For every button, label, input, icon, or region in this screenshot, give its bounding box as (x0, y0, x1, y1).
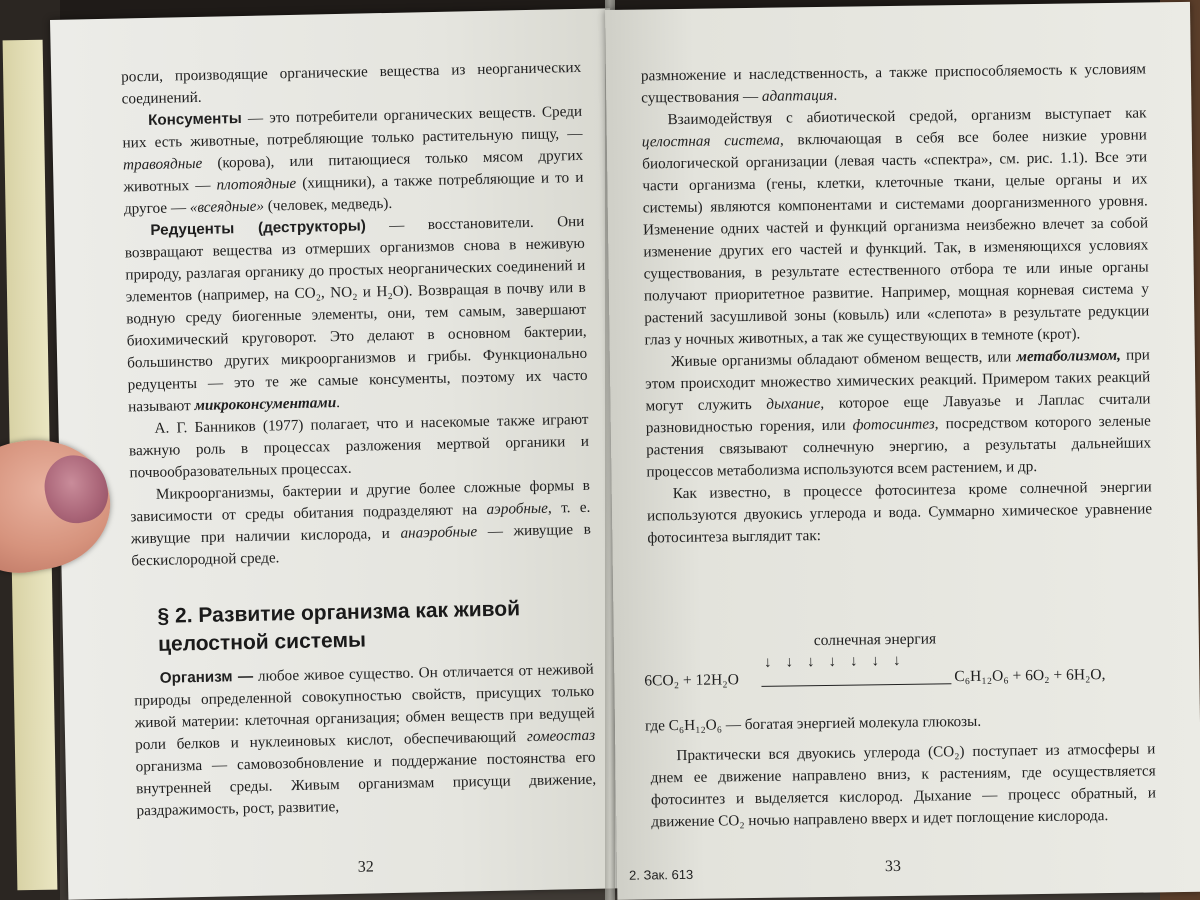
text-fragment: организма — самовозобновление и поддержание постоянства его внутренней среды. Живым организмам присущи движение, раздражимость, рост, развитие, (135, 748, 597, 820)
left-page (50, 8, 628, 900)
paragraph-producers-end: росли, производящие органические вещества из неорганических соединений. (121, 58, 582, 108)
right-page-text (641, 58, 1153, 549)
right-page-number: 33 (884, 857, 902, 876)
text-fragment: Взаимодействуя с абиотической средой, организм выступает как (667, 104, 1147, 129)
paragraph-photosynthesis-intro: Как известно, в процессе фотосинтеза кроме солнечной энергии используются двуокись углерода и вода. Суммарно химическое уравнение фотосинтеза выглядит так: (646, 478, 1153, 547)
text-fragment: , т. е. живущие при наличии кислорода, и (130, 498, 591, 548)
term-aerobic: аэробные (486, 499, 549, 518)
term-respiration: дыхание (766, 395, 821, 413)
text-fragment: любое живое существо. Он отличается от неживой природы определенной совокупностью свойств, присущих только живой материи: клеточная организация; обмен веществ при ведущей роли белков и нуклеиновых кислот, обеспечивающий (134, 660, 595, 754)
text-fragment: (человек, медведь). (263, 194, 393, 215)
text-fragment: , посредством которого зеленые растения связывают солнечную энергию, а результаты дальнейших процессов метаболизма используются всем растением, и др. (646, 412, 1152, 481)
term-photosynthesis: фотосинтез (852, 415, 935, 434)
term-metabolism: метаболизмом, (1016, 346, 1121, 366)
paragraph-consumers (122, 101, 584, 221)
text-fragment: (хищники), а также потребляющие и то и другое — (123, 168, 584, 218)
term-microconsumers: микроконсументами (194, 394, 337, 415)
section-title: § 2. Развитие организма как живой целостной системы (157, 597, 521, 656)
equation-arrow-line (761, 683, 951, 687)
right-page (605, 2, 1200, 900)
term-consumers: Консументы (147, 110, 242, 129)
paragraph-microorganisms (130, 475, 592, 573)
text-fragment: (корова), или питающиеся только мясом других животных — (123, 146, 584, 196)
term-adaptation: адаптация (761, 86, 834, 105)
equation-energy-label: солнечная энергия (813, 630, 937, 650)
left-page-number: 32 (357, 858, 374, 876)
equation-arrows: ↓↓↓↓↓↓↓ (764, 652, 915, 671)
right-page-co2-text (650, 738, 1156, 833)
equation-products: C₆H₁₂O₆ + 6O₂ + 6H₂O, (954, 666, 1106, 686)
text-fragment: . (833, 86, 838, 104)
text-fragment: Живые организмы обладают обменом веществ, или (670, 348, 1017, 371)
text-fragment: при этом происходит множество химических реакций. Примером таких реакций могут служить (645, 346, 1151, 415)
paragraph-adaptation (641, 58, 1147, 109)
print-order-note: 2. Зак. 613 (628, 866, 694, 883)
text-fragment: — живущие в бескислородной среде. (131, 520, 591, 570)
term-herbivores: травоядные (122, 154, 203, 174)
text-fragment: Микроорганизмы, бактерии и другие более сложные формы в зависимости от среды обитания подразделяют на (130, 476, 591, 526)
term-reducers: Редуценты (деструкторы) (150, 217, 366, 239)
paragraph-co2-cycle: Практически вся двуокись углерода (CO₂) поступает из атмосферы и днем ее движение направлено вниз, к растениям, где осуществляется фотосинтез и выделяется кислород. Дыхание — процесс обратный, и движение CO₂ ночью направлено вверх и идет поглощение кислорода. (650, 740, 1157, 831)
left-page-text (121, 57, 591, 573)
text-fragment: — это потребители органических веществ. Среди них есть животные, потребляющие только растительную пищу, — (122, 102, 583, 152)
term-omnivores: «всеядные» (189, 197, 265, 217)
text-fragment: , которое еще Лавуазье и Лаплас считали разновидностью горения, или (645, 390, 1151, 437)
paragraph-integral-system (641, 102, 1149, 351)
paragraph-organism (134, 659, 597, 823)
equation-reactants: 6CO₂ + 12H₂O (644, 671, 739, 690)
term-homeostasis: гомеостаз (526, 726, 596, 746)
text-fragment: . (335, 394, 341, 412)
term-integral-system: целостная система (641, 131, 781, 151)
photosynthesis-equation (644, 627, 1165, 690)
term-anaerobic: анаэробные (400, 523, 478, 542)
text-fragment: — восстановители. Они возвращают вещества из отмерших организмов снова в неживую природу, разлагая органику до простых неорганических соединений и элементов (например, на CO₂, NO₂ и H₂O). Возвращая в почву или в водную среду биогенные элементы, они, тем самым, завершают биохимический круговорот. Это делают в основном бактерии, большинство других микроорганизмов и грибы. Функционально редуценты — это те же самые консументы, поэтому их часто называют (124, 212, 588, 416)
paragraph-bannikov: А. Г. Банников (1977) полагает, что и насекомые также играют важную роль в процессах разложения мертвой органики и почвообразовательных процессах. (128, 410, 590, 482)
paragraph-reducers (124, 211, 588, 419)
paragraph-metabolism (645, 344, 1152, 483)
text-fragment: , включающая в себя все более низкие уровни биологической организации (левая часть «спектра», см. рис. 1.1). Все эти части организма (гены, клетки, клеточные ткани, целые органы и их системы) являются компонентами и системами доорганизменного уровня. Изменение одних частей и функций организма неизбежно влечет за собой изменение других его частей и функций. Так, в изменяющихся условиях существования, в результате естественного отбора те или иные органы получают приоритетное развитие. Например, мощная корневая система у растений засушливой зоны (ковыль) или «слепота» в результате редукции глаз у ночных животных, а так же существующих в темноте (крот). (642, 126, 1150, 349)
left-page-organism-text (134, 659, 597, 823)
text-fragment: размножение и наследственность, а также приспособляемость к условиям существования — (640, 60, 1146, 107)
term-carnivores: плотоядные (216, 174, 297, 194)
glucose-note: где C₆H₁₂O₆ — богатая энергией молекула глюкозы. (644, 712, 982, 735)
term-organism: Организм — (159, 667, 254, 687)
